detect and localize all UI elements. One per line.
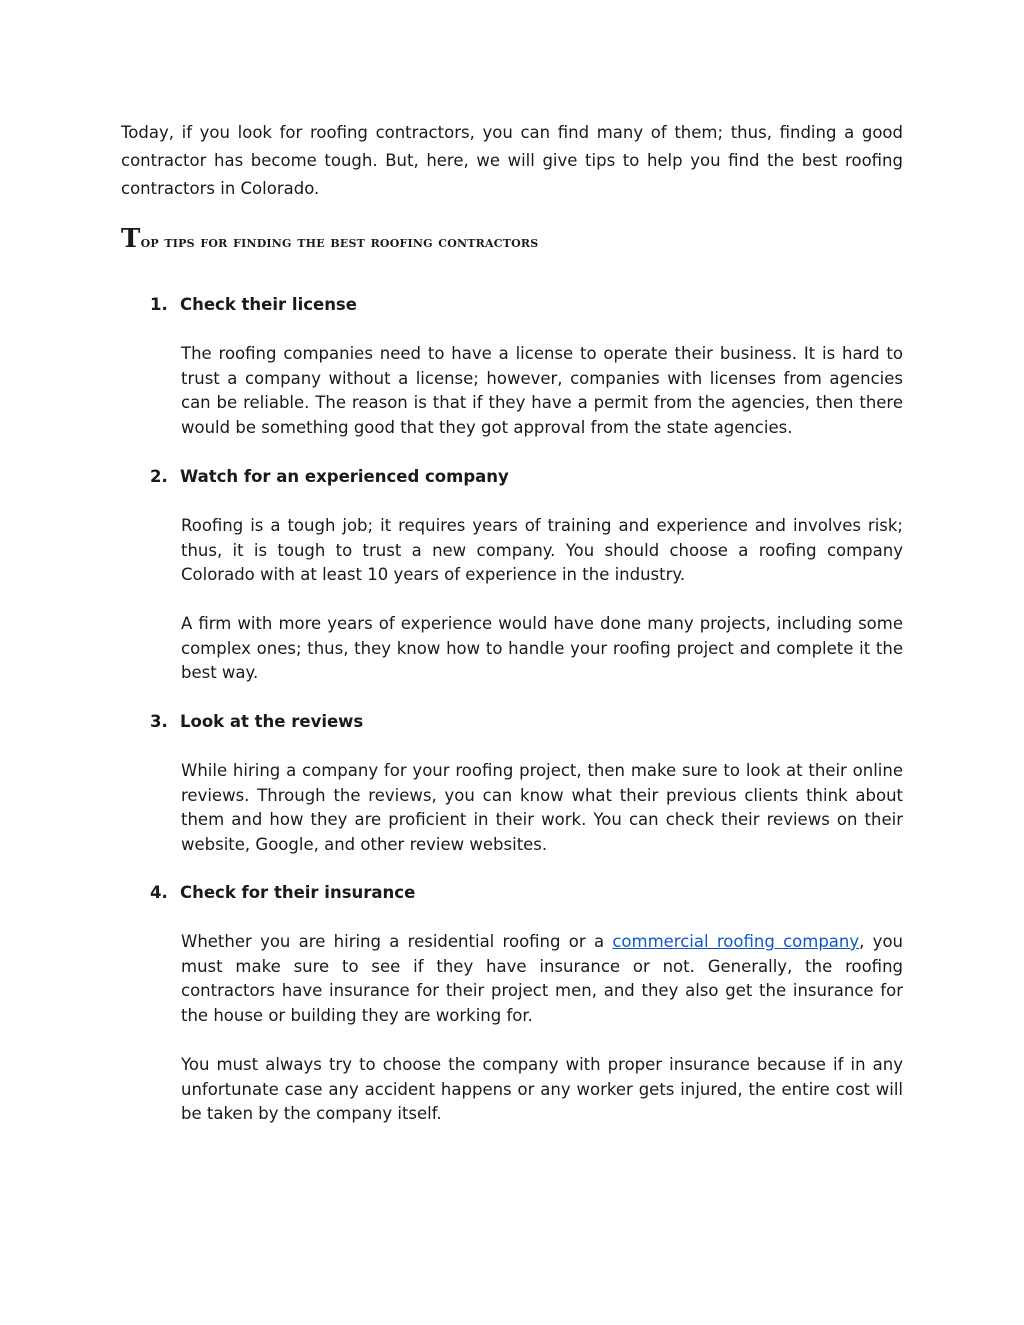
heading-text: op tips for finding the best roofing contractors [140, 232, 539, 251]
insurance-text-start: Whether you are hiring a residential roofing or a [181, 932, 613, 951]
list-item-title-text: Check for their insurance [180, 883, 416, 902]
license-paragraph: The roofing companies need to have a license to operate their business. It is hard to trust a company without a license; however, companies with licenses from agencies can be reliable. The reason is that if they have a permit from the agencies, then there would be something good that they got approval from the state agencies. [181, 344, 903, 437]
list-number: 1. [150, 295, 168, 314]
list-number: 3. [150, 712, 168, 731]
list-item-title-text: Check their license [180, 295, 357, 314]
experience-paragraph: Roofing is a tough job; it requires years of training and experience and involves risk; thus, it is tough to trust a new company. You should choose a roofing company Colorado with at least 10 years of experience in the industry. [181, 516, 903, 584]
insurance-text-end: , you must make sure to see if they have insurance or not. Generally, the roofing contractors have insurance for their project men, and they also get the insurance for the house or building they are working for. [181, 932, 903, 1025]
list-item-title-2 [150, 465, 509, 489]
heading-initial: T [121, 224, 141, 254]
list-item-title-3 [150, 710, 363, 734]
commercial-roofing-link[interactable]: commercial roofing company [612, 932, 860, 951]
insurance-paragraph [181, 930, 903, 1028]
reviews-paragraph: While hiring a company for your roofing project, then make sure to look at their online reviews. Through the reviews, you can know what their previous clients think about them and how they are proficient in their work. You can check their reviews on their website, Google, and other review websites. [181, 761, 903, 854]
list-item-title-4 [150, 881, 415, 905]
section-heading [121, 224, 903, 254]
list-item-title-1 [150, 293, 357, 317]
experience-paragraph-2: A firm with more years of experience would have done many projects, including some complex ones; thus, they know how to handle your roofing project and complete it the best way. [181, 614, 903, 682]
insurance-paragraph-2: You must always try to choose the company with proper insurance because if in any unfortunate case any accident happens or any worker gets injured, the entire cost will be taken by the company itself. [181, 1055, 903, 1123]
list-item-title-text: Look at the reviews [180, 712, 364, 731]
intro-paragraph: Today, if you look for roofing contractors, you can find many of them; thus, finding a good contractor has become tough. But, here, we will give tips to help you find the best roofing contractors in Colorado. [121, 123, 903, 198]
list-item-title-text: Watch for an experienced company [180, 467, 509, 486]
list-number: 4. [150, 883, 168, 902]
list-number: 2. [150, 467, 168, 486]
